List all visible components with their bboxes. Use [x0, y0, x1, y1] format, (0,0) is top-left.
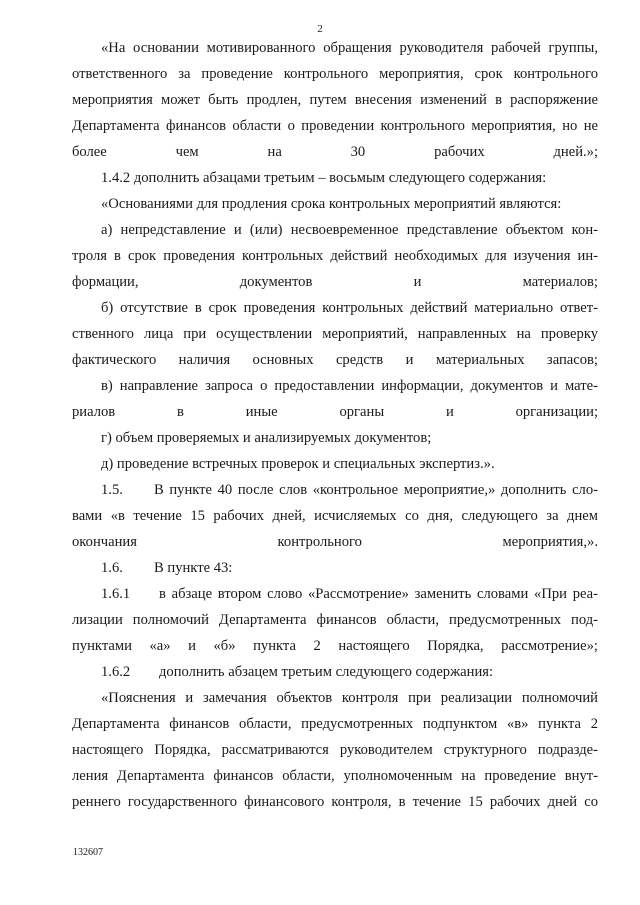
paragraph-1-6-2: 1.6.2 дополнить абзацем третьим следующего содержания: [72, 659, 598, 685]
document-code: 132607 [73, 847, 103, 858]
section-number: 1.6.2 [101, 664, 131, 680]
list-item-v: в) направление запроса о предоставлении информации, документов и мате- риалов в иные органы и организации; [72, 378, 598, 420]
list-item-g: г) объем проверяемых и анализируемых документов; [101, 430, 432, 446]
page-number: 2 [317, 23, 323, 35]
list-item-b: б) отсутствие в срок проведения контрольных действий материально ответ- ственного лица при осуществлении мероприятий, направленных на проверку фактического наличия основных средств и материальных запасов; [72, 300, 598, 368]
list-item-a: а) непредставление и (или) несвоевременное представление объектом кон- троля в срок проведения контрольных действий необходимых для изучения ин- формации, документов и материалов; [72, 222, 598, 290]
paragraph-explanations: «Пояснения и замечания объектов контроля при реализации полномочий Департамента финансов области, предусмотренных подпунктом «в» пункта 2 настоящего Порядка, рассматриваются руководителем структурного подразде- ления Департамента финансов области, уполномоченным на проведение внут- реннего государственного финансового контроля, в течение 15 рабочих дней со [72, 690, 598, 810]
section-number: 1.5. [101, 482, 123, 498]
paragraph-1-5: 1.5. В пункте 40 после слов «контрольное мероприятие,» дополнить сло- вами «в течение 15 рабочих дней, исчисляемых со дня, следующего за днем окончания контрольного мероприятия,». [72, 477, 598, 555]
paragraph-1-4-2: 1.4.2 дополнить абзацами третьим – восьмым следующего содержания: [101, 170, 547, 186]
section-number: 1.6. [101, 560, 123, 576]
paragraph-extension-basis: «На основании мотивированного обращения руководителя рабочей группы, ответственного за проведение контрольного мероприятия, срок контрольного мероприятия может быть продлен, путем внесения изменений в распоряжение Департамента финансов области о проведении контрольного мероприятия, но не более чем на 30 рабочих дней.»; [72, 40, 598, 160]
paragraph-grounds-intro: «Основаниями для продления срока контрольных мероприятий являются: [101, 196, 562, 212]
section-number: 1.6.1 [101, 586, 131, 602]
paragraph-1-6: 1.6. В пункте 43: [72, 555, 598, 581]
document-body [72, 35, 598, 815]
paragraph-1-6-1: 1.6.1 в абзаце втором слово «Рассмотрение» заменить словами «При реа- лизации полномочий Департамента финансов области, предусмотренных под- пунктами «а» и «б» пункта 2 настоящего Порядка, рассмотрение»; [72, 581, 598, 659]
list-item-d: д) проведение встречных проверок и специальных экспертиз.». [101, 456, 495, 472]
